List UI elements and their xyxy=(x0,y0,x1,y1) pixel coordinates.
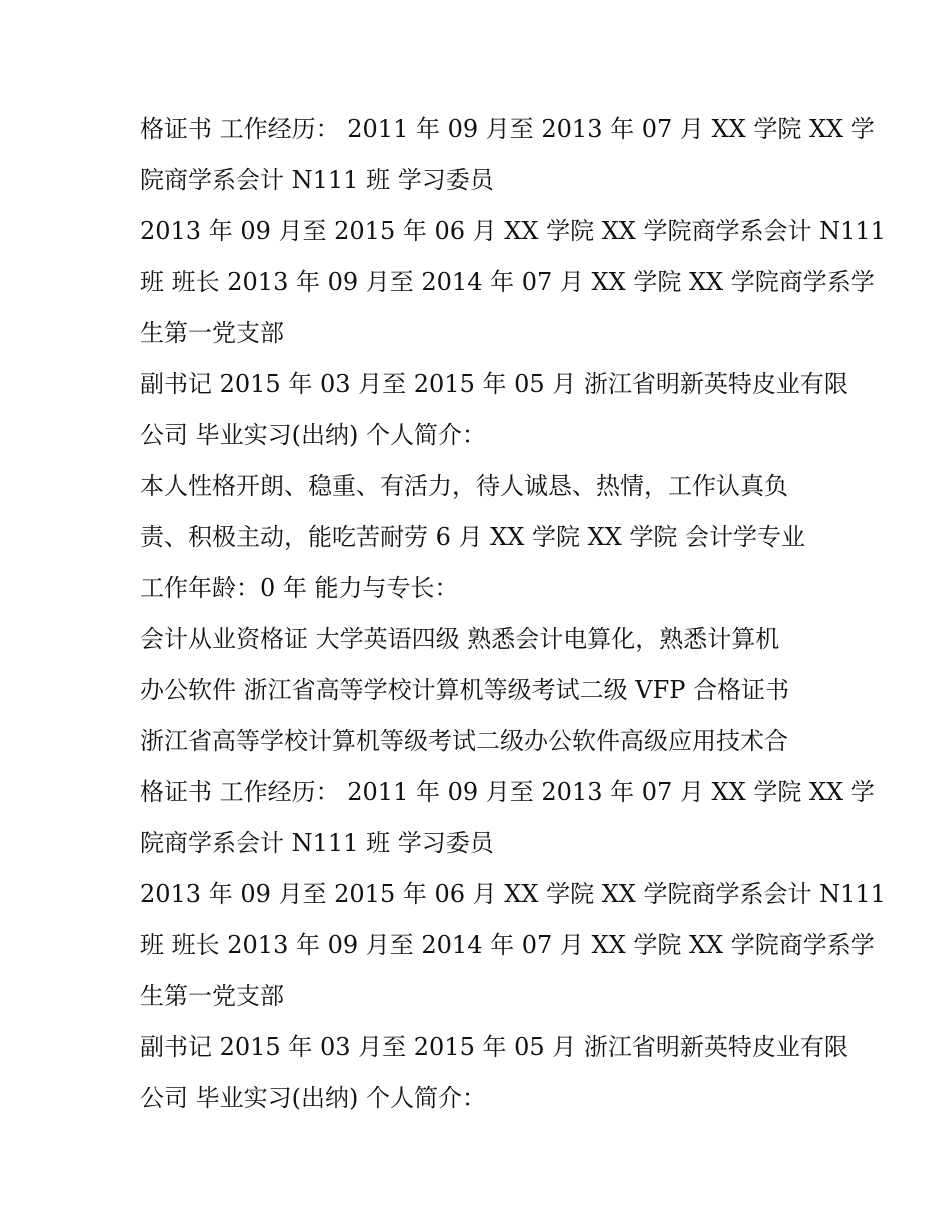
text-line: 副书记 2015 年 03 月至 2015 年 05 月 浙江省明新英特皮业有限 xyxy=(140,370,848,398)
text-line: 公司 毕业实习(出纳) 个人简介： xyxy=(140,421,486,449)
text-line: 班 班长 2013 年 09 月至 2014 年 07 月 XX 学院 XX 学院商学系学 xyxy=(140,931,875,959)
text-line: 2013 年 09 月至 2015 年 06 月 XX 学院 XX 学院商学系会计 N111 xyxy=(140,217,886,245)
text-line: 本人性格开朗、稳重、有活力，待人诚恳、热情，工作认真负 xyxy=(140,472,788,500)
text-line: 副书记 2015 年 03 月至 2015 年 05 月 浙江省明新英特皮业有限 xyxy=(140,1033,848,1061)
resume-text-body xyxy=(140,104,886,1124)
text-line: 班 班长 2013 年 09 月至 2014 年 07 月 XX 学院 XX 学院商学系学 xyxy=(140,268,875,296)
text-line: 院商学系会计 N111 班 学习委员 xyxy=(140,166,494,194)
text-line: 公司 毕业实习(出纳) 个人简介： xyxy=(140,1084,486,1112)
text-line: 生第一党支部 xyxy=(140,982,284,1010)
text-line: 工作年龄：0 年 能力与专长： xyxy=(140,574,459,602)
text-line: 办公软件 浙江省高等学校计算机等级考试二级 VFP 合格证书 xyxy=(140,676,790,704)
text-line: 格证书 工作经历： 2011 年 09 月至 2013 年 07 月 XX 学院 XX 学 xyxy=(140,778,875,806)
text-line: 会计从业资格证 大学英语四级 熟悉会计电算化，熟悉计算机 xyxy=(140,625,780,653)
text-line: 生第一党支部 xyxy=(140,319,284,347)
text-line: 浙江省高等学校计算机等级考试二级办公软件高级应用技术合 xyxy=(140,727,788,755)
text-line: 2013 年 09 月至 2015 年 06 月 XX 学院 XX 学院商学系会计 N111 xyxy=(140,880,886,908)
text-line: 院商学系会计 N111 班 学习委员 xyxy=(140,829,494,857)
text-line: 责、积极主动，能吃苦耐劳 6 月 XX 学院 XX 学院 会计学专业 xyxy=(140,523,806,551)
text-line: 格证书 工作经历： 2011 年 09 月至 2013 年 07 月 XX 学院 XX 学 xyxy=(140,115,875,143)
